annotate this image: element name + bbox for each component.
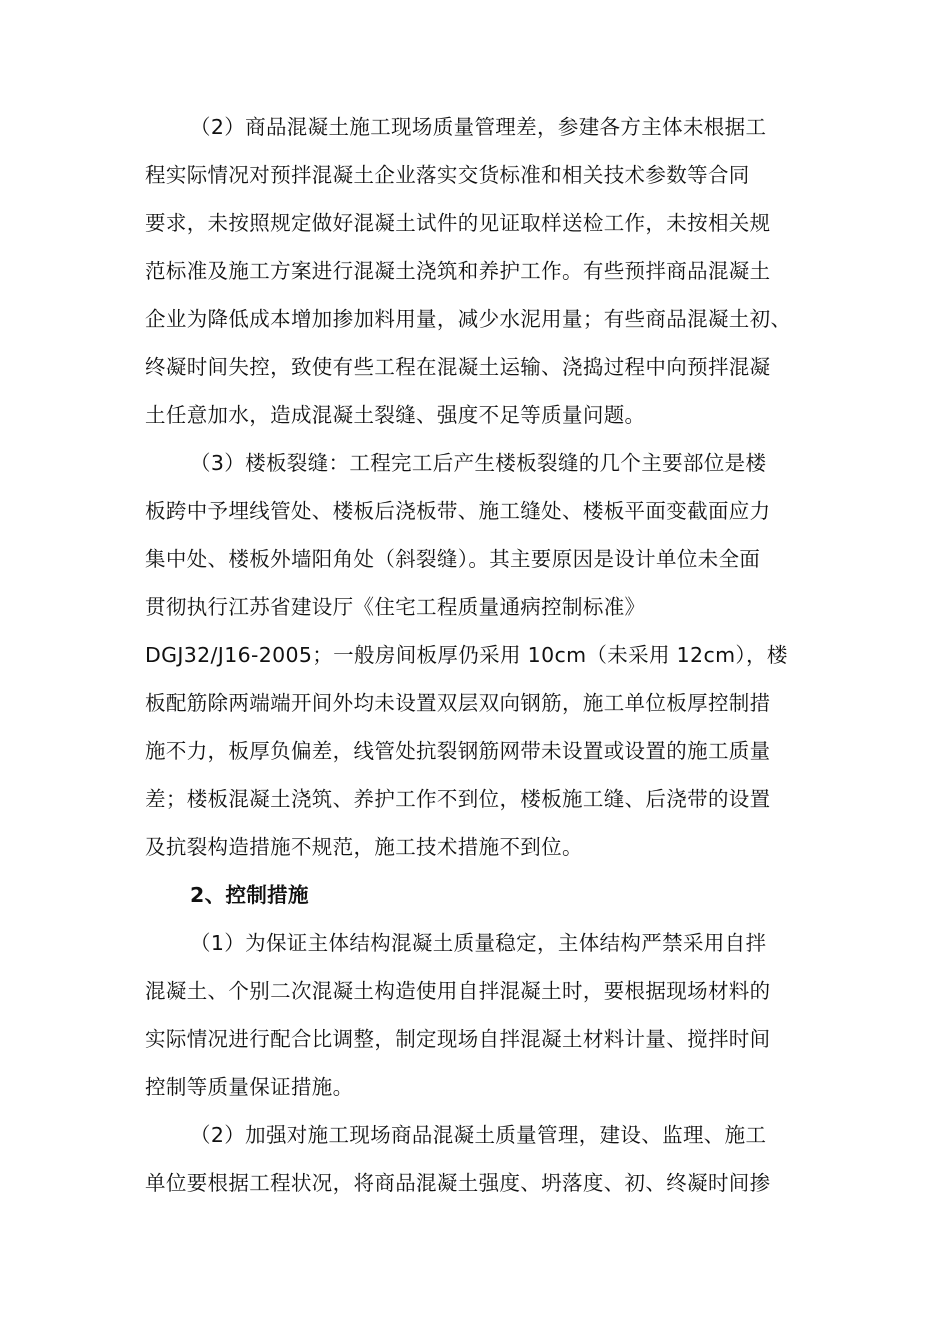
section-heading: 2、控制措施 [190, 883, 309, 907]
text-line: 范标准及施工方案进行混凝土浇筑和养护工作。有些预拌商品混凝土 [145, 259, 771, 283]
text-line: 实际情况进行配合比调整，制定现场自拌混凝土材料计量、搅拌时间 [145, 1027, 771, 1051]
text-line: 贯彻执行江苏省建设厅《住宅工程质量通病控制标准》 [145, 595, 646, 619]
text-line: （1）为保证主体结构混凝土质量稳定，主体结构严禁采用自拌 [190, 931, 767, 955]
text-line: 集中处、楼板外墙阳角处（斜裂缝）。其主要原因是设计单位未全面 [145, 547, 761, 571]
text-line: 混凝土、个别二次混凝土构造使用自拌混凝土时，要根据现场材料的 [145, 979, 771, 1003]
text-line: 施不力，板厚负偏差，线管处抗裂钢筋网带未设置或设置的施工质量 [145, 739, 771, 763]
text-line: （2）加强对施工现场商品混凝土质量管理，建设、监理、施工 [190, 1123, 767, 1147]
text-line: 控制等质量保证措施。 [145, 1075, 354, 1099]
text-line: 板配筋除两端端开间外均未设置双层双向钢筋，施工单位板厚控制措 [145, 691, 771, 715]
text-line: DGJ32/J16-2005；一般房间板厚仍采用 10cm（未采用 12cm），楼 [145, 643, 788, 667]
text-line: 板跨中予埋线管处、楼板后浇板带、施工缝处、楼板平面变截面应力 [145, 499, 771, 523]
text-line: 单位要根据工程状况，将商品混凝土强度、坍落度、初、终凝时间掺 [145, 1171, 771, 1195]
text-line: （2）商品混凝土施工现场质量管理差，参建各方主体未根据工 [190, 115, 767, 139]
text-line: 终凝时间失控，致使有些工程在混凝土运输、浇捣过程中向预拌混凝 [145, 355, 771, 379]
text-line: 及抗裂构造措施不规范，施工技术措施不到位。 [145, 835, 583, 859]
text-line: （3）楼板裂缝：工程完工后产生楼板裂缝的几个主要部位是楼 [190, 451, 767, 475]
text-line: 土任意加水，造成混凝土裂缝、强度不足等质量问题。 [145, 403, 646, 427]
text-line: 要求，未按照规定做好混凝土试件的见证取样送检工作，未按相关规 [145, 211, 771, 235]
text-line: 差；楼板混凝土浇筑、养护工作不到位，楼板施工缝、后浇带的设置 [145, 787, 771, 811]
text-line: 企业为降低成本增加掺加料用量，减少水泥用量；有些商品混凝土初、 [145, 307, 792, 331]
text-line: 程实际情况对预拌混凝土企业落实交货标准和相关技术参数等合同 [145, 163, 750, 187]
